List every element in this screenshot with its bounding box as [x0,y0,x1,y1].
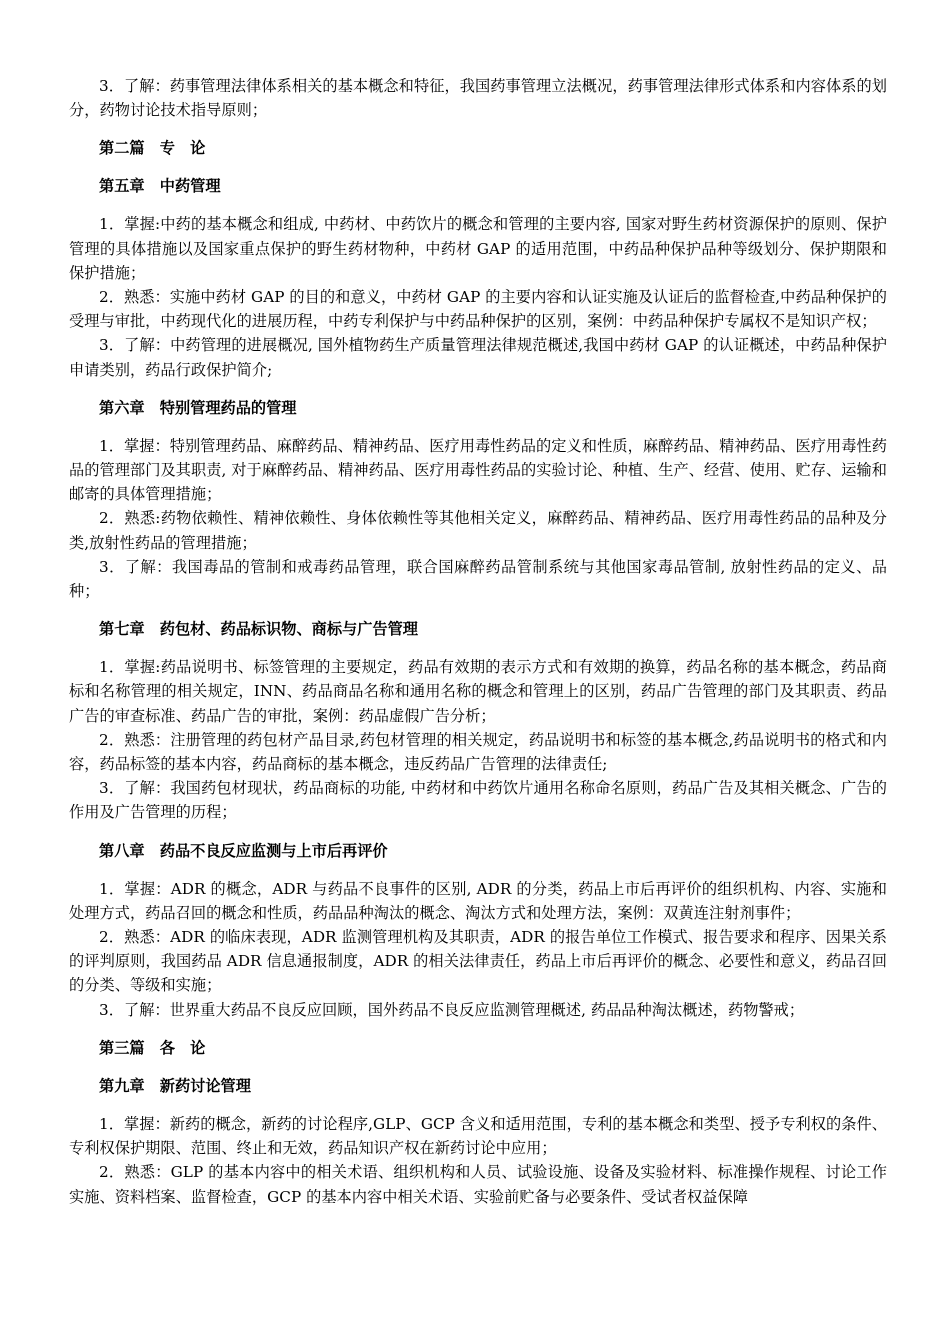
paragraph-ch9-familiar: 2．熟悉：GLP 的基本内容中的相关术语、组织机构和人员、试验设施、设备及实验材料、标准操作规程、讨论工作实施、资料档案、监督检查，GCP 的基本内容中相关术语、实验前贮备与必要条件、受试者权益保障 [69,1163,887,1206]
paragraph-ch7-master: 1．掌握:药品说明书、标签管理的主要规定，药品有效期的表示方式和有效期的换算，药品名称的基本概念，药品商标和名称管理的相关规定，INN、药品商品名称和通用名称的概念和管理上的区别，药品广告管理的部门及其职责、药品广告的审查标准、药品广告的审批，案例：药品虚假广告分析； [69,658,887,725]
paragraph-ch8-understand: 3．了解：世界重大药品不良反应回顾，国外药品不良反应监测管理概述, 药品品种淘汰概述，药物警戒； [99,1000,805,1019]
paragraph-ch6-master: 1．掌握：特别管理药品、麻醉药品、精神药品、医疗用毒性药品的定义和性质，麻醉药品、精神药品、医疗用毒性药品的管理部门及其职责, 对于麻醉药品、精神药品、医疗用毒性药品的实验讨论、种植、生产、经营、使用、贮存、运输和邮寄的具体管理措施； [69,436,887,504]
document-page [69,74,887,1209]
chapter-heading-8: 第八章 药品不良反应监测与上市后再评价 [99,841,388,860]
chapter-heading-9: 第九章 新药讨论管理 [99,1076,251,1095]
paragraph-ch4-understand: 3．了解：药事管理法律体系相关的基本概念和特征，我国药事管理立法概况，药事管理法律形式体系和内容体系的划分，药物讨论技术指导原则； [69,77,887,120]
paragraph-ch5-understand: 3．了解：中药管理的进展概况, 国外植物药生产质量管理法律规范概述,我国中药材 GAP 的认证概述，中药品种保护申请类别，药品行政保护简介; [69,336,887,379]
paragraph-ch9-master: 1．掌握：新药的概念，新药的讨论程序,GLP、GCP 含义和适用范围，专利的基本概念和类型、授予专利权的条件、专利权保护期限、范围、终止和无效，药品知识产权在新药讨论中应用； [69,1114,887,1158]
paragraph-ch5-familiar: 2．熟悉：实施中药材 GAP 的目的和意义，中药材 GAP 的主要内容和认证实施及认证后的监督检查,中药品种保护的受理与审批，中药现代化的进展历程，中药专利保护与中药品种保护的区别，案例：中药品种保护专属权不是知识产权； [69,288,887,331]
paragraph-ch7-understand: 3．了解：我国药包材现状，药品商标的功能, 中药材和中药饮片通用名称命名原则，药品广告及其相关概念、广告的作用及广告管理的历程； [69,779,887,822]
part-heading-2: 第二篇 专 论 [99,139,206,158]
chapter-heading-6: 第六章 特别管理药品的管理 [99,398,297,417]
part-heading-3: 第三篇 各 论 [99,1038,206,1057]
chapter-heading-7: 第七章 药包材、药品标识物、商标与广告管理 [99,620,418,639]
paragraph-ch6-understand: 3．了解：我国毒品的管制和戒毒药品管理，联合国麻醉药品管制系统与其他国家毒品管制, 放射性药品的定义、品种； [69,557,887,601]
paragraph-ch6-familiar: 2．熟悉:药物依赖性、精神依赖性、身体依赖性等其他相关定义，麻醉药品、精神药品、医疗用毒性药品的品种及分类,放射性药品的管理措施； [69,509,887,552]
chapter-heading-5: 第五章 中药管理 [99,177,221,196]
paragraph-ch8-master: 1．掌握：ADR 的概念，ADR 与药品不良事件的区别, ADR 的分类，药品上市后再评价的组织机构、内容、实施和处理方式，药品召回的概念和性质，药品品种淘汰的概念、淘汰方式和处理方法，案例：双黄连注射剂事件； [69,879,887,922]
paragraph-ch5-master: 1．掌握:中药的基本概念和组成, 中药材、中药饮片的概念和管理的主要内容, 国家对野生药材资源保护的原则、保护管理的具体措施以及国家重点保护的野生药材物种，中药材 GAP 的适用范围，中药品种保护品种等级划分、保护期限和保护措施； [69,215,887,282]
paragraph-ch8-familiar: 2．熟悉：ADR 的临床表现，ADR 监测管理机构及其职责，ADR 的报告单位工作模式、报告要求和程序、因果关系的评判原则，我国药品 ADR 信息通报制度，ADR 的相关法律责任，药品上市后再评价的概念、必要性和意义，药品召回的分类、等级和实施； [69,928,887,995]
paragraph-ch7-familiar: 2．熟悉：注册管理的药包材产品目录,药包材管理的相关规定，药品说明书和标签的基本概念,药品说明书的格式和内容，药品标签的基本内容，药品商标的基本概念，违反药品广告管理的法律责任; [69,730,887,774]
